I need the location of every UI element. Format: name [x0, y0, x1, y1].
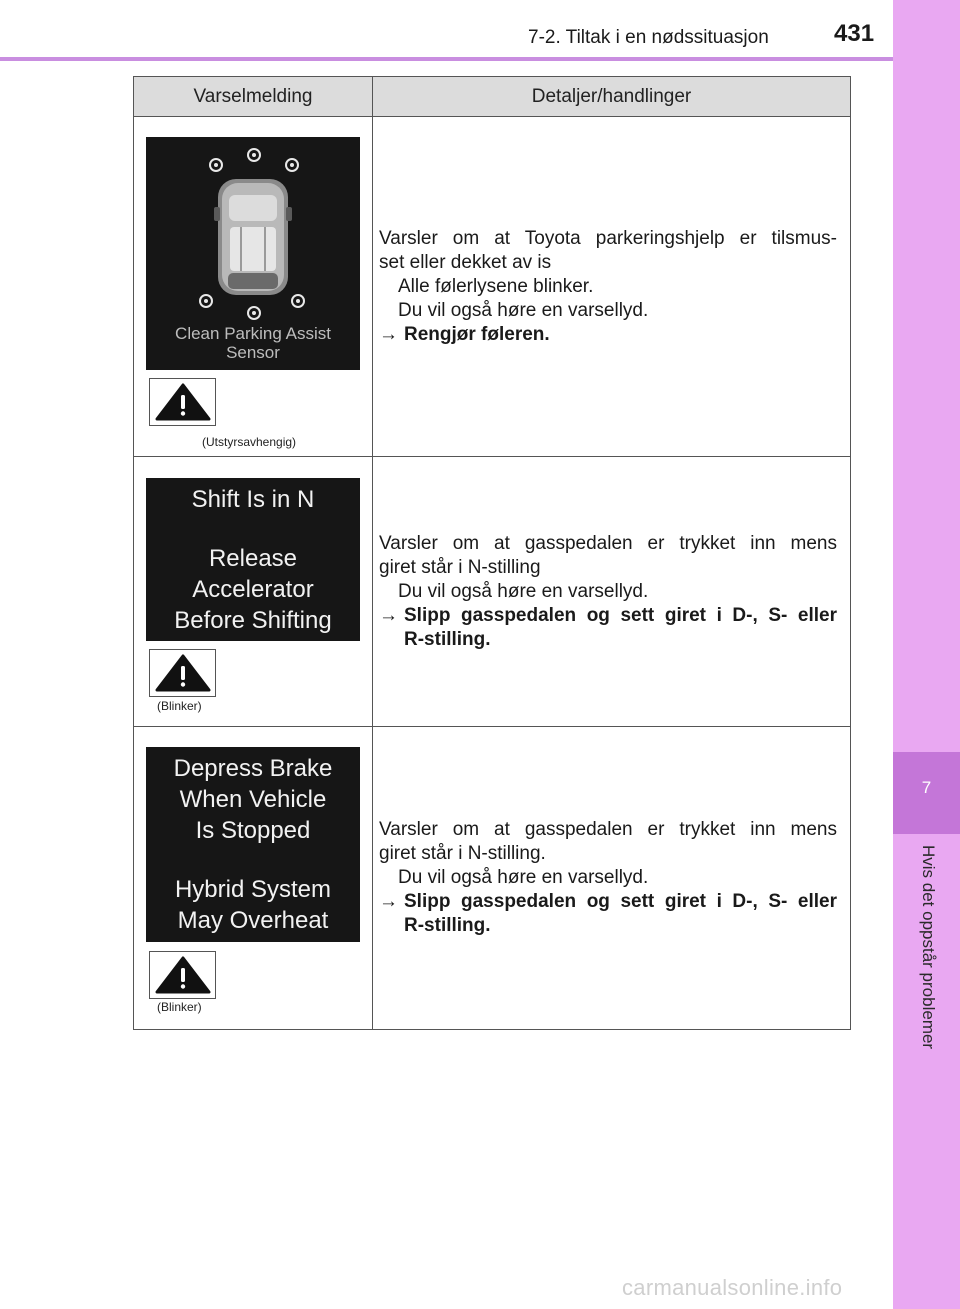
chapter-title: Hvis det oppstår problemer — [919, 845, 938, 1050]
table-header — [134, 77, 850, 117]
display-text-line: Accelerator — [192, 575, 314, 603]
note-text: Du vil også høre en varsellyd. — [398, 299, 649, 321]
action-instruction — [379, 604, 837, 652]
arrow-icon: → — [379, 323, 398, 345]
details-cell — [373, 457, 850, 726]
arrow-icon: → — [379, 604, 398, 626]
arrow-icon: → — [379, 891, 398, 912]
action-text: R-stilling. — [404, 915, 491, 936]
details-cell — [373, 117, 850, 456]
description-text: giret står i N-stilling. — [379, 843, 546, 864]
action-text: Slipp gasspedalen og sett giret i D-, S- eller — [404, 604, 837, 626]
depress-brake-display — [146, 747, 360, 942]
action-instruction — [379, 323, 837, 347]
description-text: Varsler om at gasspedalen er trykket inn mens — [379, 532, 837, 554]
message-cell — [134, 117, 373, 456]
display-text-line: When Vehicle — [179, 786, 327, 813]
column-header-message: Varselmelding — [134, 77, 373, 116]
table-row — [134, 457, 850, 727]
display-text-line: Before Shifting — [174, 606, 332, 634]
display-text-line: Shift Is in N — [191, 485, 315, 513]
section-title: 7-2. Tiltak i en nødssituasjon — [528, 27, 769, 48]
chapter-number: 7 — [893, 752, 960, 834]
action-text: Slipp gasspedalen og sett giret i D-, S- eller — [404, 891, 837, 912]
warning-triangle-icon — [149, 378, 216, 426]
display-text-line: Is Stopped — [195, 817, 311, 844]
column-header-details: Detaljer/handlinger — [531, 85, 692, 107]
chapter-side-tab — [893, 0, 960, 1309]
message-cell — [134, 727, 373, 1029]
warning-message-table — [133, 76, 851, 1030]
action-text-block — [404, 890, 837, 938]
action-text: Rengjør føleren. — [404, 323, 550, 345]
table-row — [134, 727, 850, 1029]
display-caption: (Utstyrsavhengig) — [202, 435, 297, 449]
display-text-line: Release — [208, 544, 298, 572]
description-text: Varsler om at Toyota parkeringshjelp er tilsmus- — [379, 227, 837, 249]
display-text-line: Sensor — [226, 343, 280, 362]
display-caption: (Blinker) — [157, 1000, 202, 1014]
parking-sensor-display — [146, 137, 360, 370]
note-text: Alle følerlysene blinker. — [398, 275, 594, 297]
header-divider — [0, 57, 893, 61]
table-row — [134, 117, 850, 457]
description-text: Varsler om at gasspedalen er trykket inn mens — [379, 819, 837, 840]
note-text: Du vil også høre en varsellyd. — [398, 580, 649, 602]
details-cell — [373, 727, 850, 1029]
action-text-block — [404, 604, 837, 652]
action-text: R-stilling. — [404, 628, 491, 650]
watermark-text: carmanualsonline.info — [622, 1275, 843, 1300]
display-caption: (Blinker) — [157, 699, 202, 713]
shift-in-n-display — [146, 478, 360, 641]
note-text: Du vil også høre en varsellyd. — [398, 867, 649, 888]
display-text-line: Hybrid System — [174, 876, 332, 903]
description-text: giret står i N-stilling — [379, 556, 541, 578]
action-instruction — [379, 890, 837, 938]
display-text-line: May Overheat — [177, 907, 329, 934]
message-cell — [134, 457, 373, 726]
description-text: set eller dekket av is — [379, 251, 552, 273]
display-text-line: Depress Brake — [173, 755, 333, 782]
display-text-line: Clean Parking Assist — [175, 324, 331, 343]
warning-triangle-icon — [149, 951, 216, 999]
page-number: 431 — [834, 20, 875, 47]
warning-triangle-icon — [149, 649, 216, 697]
